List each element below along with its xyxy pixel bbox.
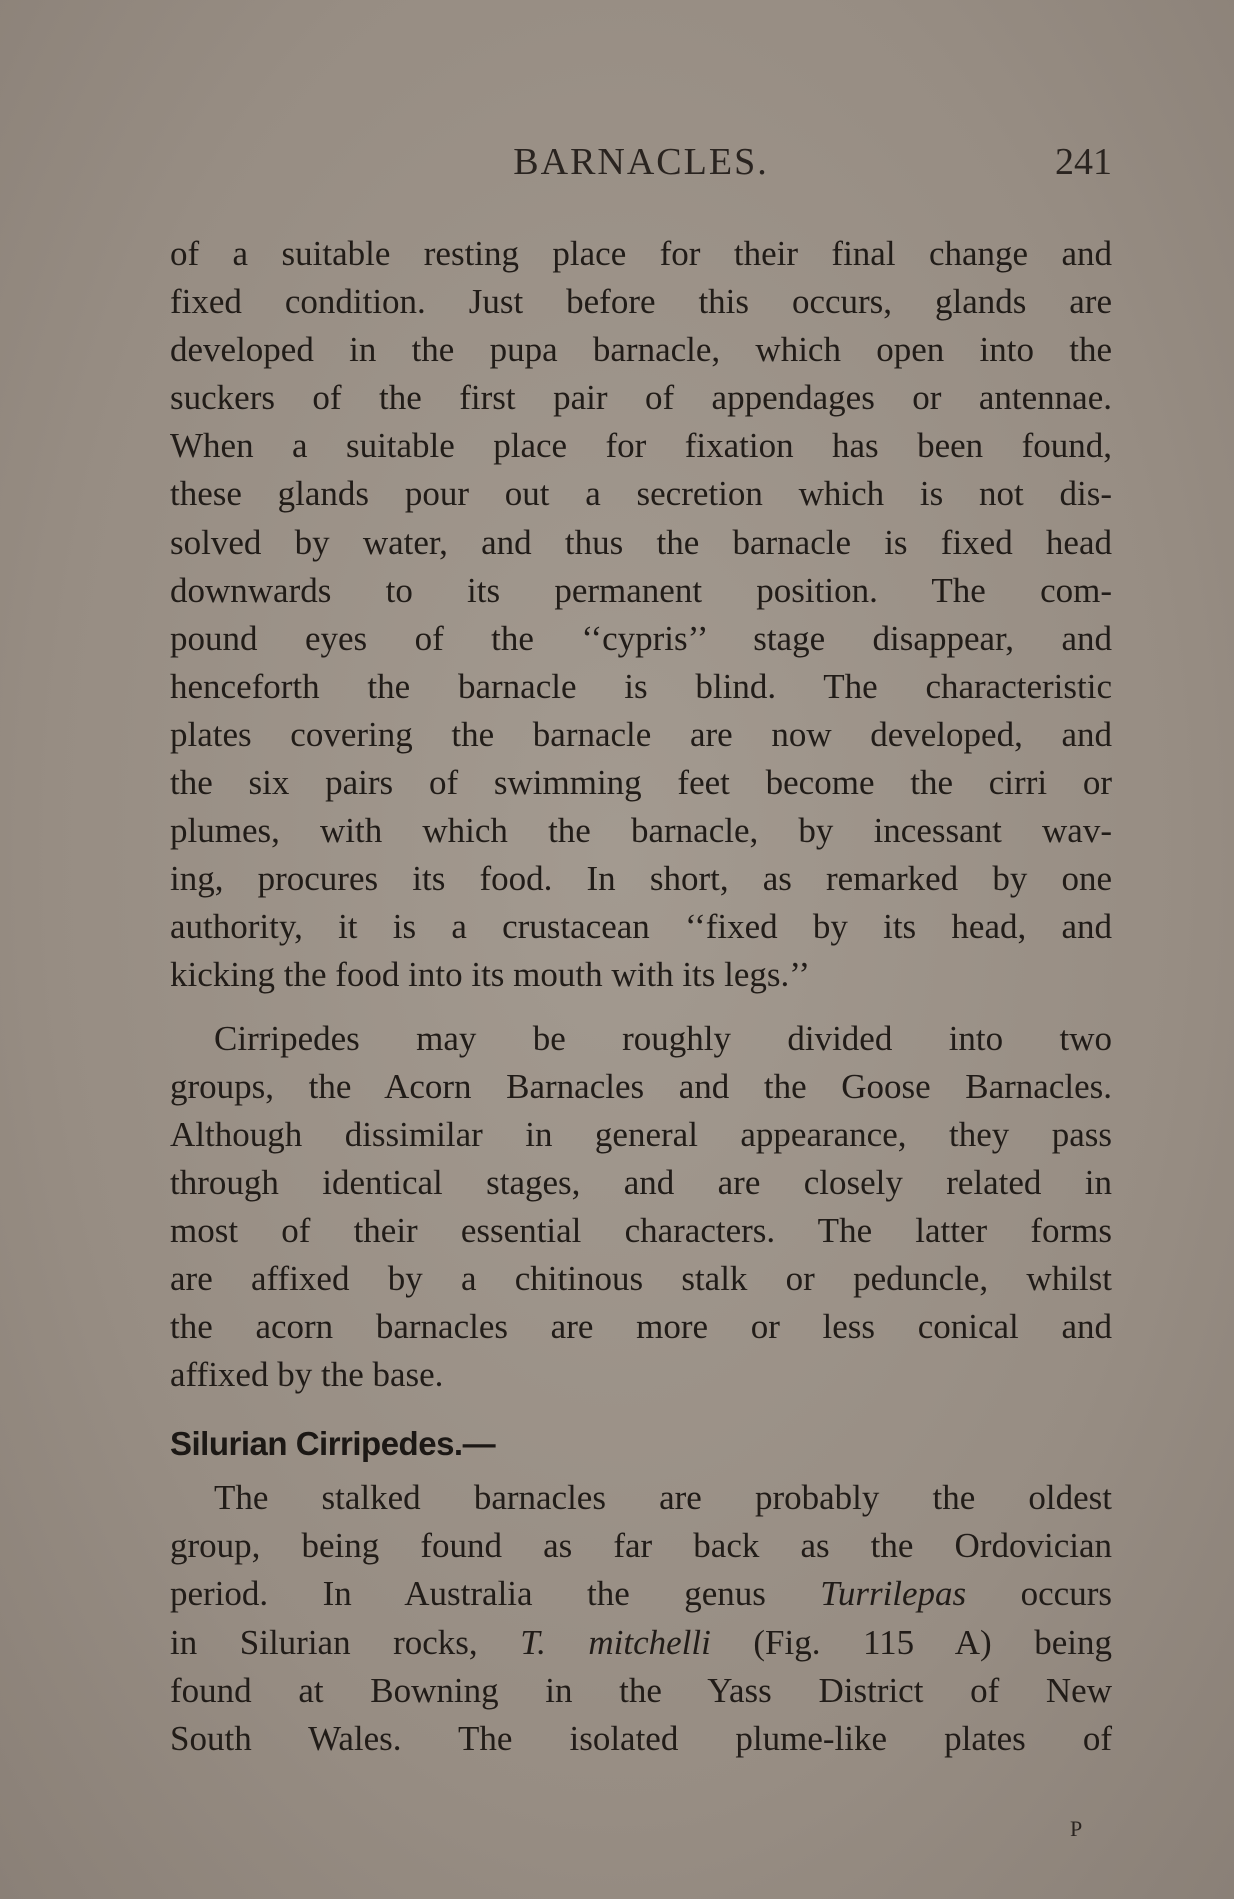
text-line: ing, procures its food. In short, as remarked by one bbox=[170, 859, 1112, 899]
text-line: When a suitable place for fixation has been found, bbox=[170, 426, 1112, 466]
running-head bbox=[170, 140, 1112, 192]
paragraph-1 bbox=[170, 230, 1112, 1000]
text-line: suckers of the first pair of appendages or antennae. bbox=[170, 378, 1112, 418]
text-line: of a suitable resting place for their final change and bbox=[170, 234, 1112, 273]
text-line: groups, the Acorn Barnacles and the Goose Barnacles. bbox=[170, 1066, 1112, 1106]
text-line: henceforth the barnacle is blind. The characteristic bbox=[170, 666, 1112, 706]
text-line: affixed by the base. bbox=[170, 1355, 444, 1395]
text-line: pound eyes of the ‘‘cypris’’ stage disappear, and bbox=[170, 618, 1112, 658]
text-line: Cirripedes may be roughly divided into two bbox=[214, 1018, 1112, 1058]
genus-name: Turrilepas bbox=[820, 1574, 967, 1614]
section-heading: Silurian Cirripedes.— bbox=[170, 1425, 496, 1463]
text-line: The stalked barnacles are probably the oldest bbox=[214, 1478, 1112, 1518]
body-text bbox=[170, 230, 1112, 1763]
text-line: the acorn barnacles are more or less conical and bbox=[170, 1307, 1112, 1347]
text-line: kicking the food into its mouth with its legs.’’ bbox=[170, 955, 810, 995]
text-line: the six pairs of swimming feet become the cirri or bbox=[170, 763, 1112, 803]
paragraph-3 bbox=[170, 1474, 1112, 1763]
text-span: period. In Australia the genus bbox=[170, 1574, 821, 1614]
running-title: BARNACLES. bbox=[513, 141, 769, 183]
text-line: solved by water, and thus the barnacle is fixed head bbox=[170, 522, 1112, 562]
text-line: fixed condition. Just before this occurs, glands are bbox=[170, 282, 1112, 322]
text-line: these glands pour out a secretion which is not dis- bbox=[170, 474, 1112, 514]
text-line: group, being found as far back as the Ordovician bbox=[170, 1526, 1112, 1566]
text-line bbox=[170, 1619, 1112, 1667]
species-name: T. mitchelli bbox=[520, 1622, 711, 1662]
text-line: South Wales. The isolated plume-like plates of bbox=[170, 1718, 1112, 1758]
text-span: occurs bbox=[966, 1574, 1112, 1614]
signature-mark: P bbox=[1070, 1816, 1083, 1841]
text-line: developed in the pupa barnacle, which open into the bbox=[170, 330, 1112, 370]
text-span: (Fig. 115 A) being bbox=[710, 1622, 1112, 1662]
text-line: found at Bowning in the Yass District of New bbox=[170, 1670, 1112, 1710]
text-span: in Silurian rocks, bbox=[170, 1622, 521, 1662]
text-line: plates covering the barnacle are now developed, and bbox=[170, 714, 1112, 754]
text-line: plumes, with which the barnacle, by incessant wav- bbox=[170, 811, 1112, 851]
paragraph-2 bbox=[170, 1015, 1112, 1400]
page-number: 241 bbox=[1055, 141, 1112, 183]
text-line: Although dissimilar in general appearance, they pass bbox=[170, 1114, 1112, 1154]
text-line: authority, it is a crustacean ‘‘fixed by its head, and bbox=[170, 907, 1112, 947]
text-line: are affixed by a chitinous stalk or peduncle, whilst bbox=[170, 1258, 1112, 1298]
text-line: most of their essential characters. The latter forms bbox=[170, 1210, 1112, 1250]
text-line: through identical stages, and are closely related in bbox=[170, 1162, 1112, 1202]
text-line bbox=[170, 1570, 1112, 1618]
text-line: downwards to its permanent position. The com- bbox=[170, 570, 1112, 610]
